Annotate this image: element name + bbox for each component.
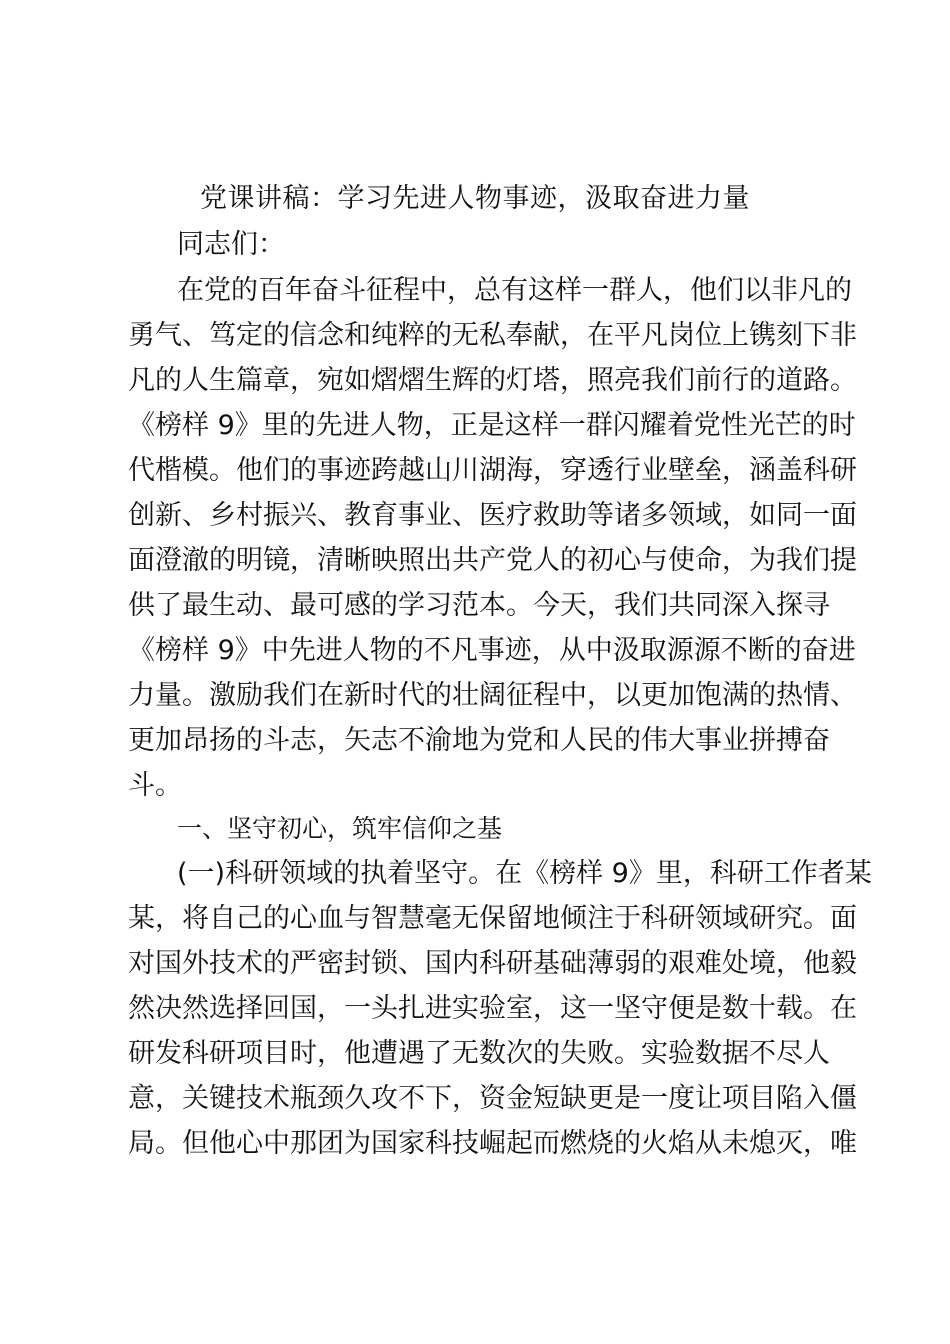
- paragraph-line: 力量。激励我们在新时代的壮阔征程中，以更加饱满的热情、: [128, 680, 857, 711]
- paragraph-line: 创新、乡村振兴、教育事业、医疗救助等诸多领域，如同一面: [128, 500, 857, 531]
- paragraph-line: 面澄澈的明镜，清晰映照出共产党人的初心与使命，为我们提: [128, 545, 857, 576]
- paragraph-line: 勇气、笃定的信念和纯粹的无私奉献，在平凡岗位上镌刻下非: [128, 320, 857, 351]
- paragraph-line: 代楷模。他们的事迹跨越山川湖海，穿透行业壁垒，涵盖科研: [128, 455, 857, 486]
- paragraph-line: 在党的百年奋斗征程中，总有这样一群人，他们以非凡的: [177, 275, 852, 306]
- paragraph-line: 凡的人生篇章，宛如熠熠生辉的灯塔，照亮我们前行的道路。: [128, 365, 857, 396]
- paragraph-line: 斗。: [128, 770, 182, 801]
- paragraph-line: 局。但他心中那团为国家科技崛起而燃烧的火焰从未熄灭，唯: [128, 1128, 857, 1159]
- salutation: 同志们：: [177, 229, 285, 260]
- paragraph-line: 然决然选择回国，一头扎进实验室，这一坚守便是数十载。在: [128, 993, 857, 1024]
- paragraph-line: 研发科研项目时，他遭遇了无数次的失败。实验数据不尽人: [128, 1038, 830, 1069]
- paragraph-line: 更加昂扬的斗志，矢志不渝地为党和人民的伟大事业拼搏奋: [128, 725, 830, 756]
- paragraph-line: 供了最生动、最可感的学习范本。今天，我们共同深入探寻: [128, 590, 830, 621]
- paragraph-line: 《榜样 9》中先进人物的不凡事迹，从中汲取源源不断的奋进: [128, 635, 856, 666]
- document-title: 党课讲稿：学习先进人物事迹，汲取奋进力量: [200, 183, 750, 214]
- paragraph-line: 《榜样 9》里的先进人物，正是这样一群闪耀着党性光芒的时: [128, 410, 856, 441]
- paragraph-line: 意，关键技术瓶颈久攻不下，资金短缺更是一度让项目陷入僵: [128, 1083, 857, 1114]
- section-heading: 一、坚守初心，筑牢信仰之基: [177, 814, 503, 843]
- paragraph-line: (一)科研领域的执着坚守。在《榜样 9》里，科研工作者某: [177, 858, 872, 889]
- paragraph-line: 对国外技术的严密封锁、国内科研基础薄弱的艰难处境，他毅: [128, 948, 857, 979]
- paragraph-line: 某，将自己的心血与智慧毫无保留地倾注于科研领域研究。面: [128, 903, 857, 934]
